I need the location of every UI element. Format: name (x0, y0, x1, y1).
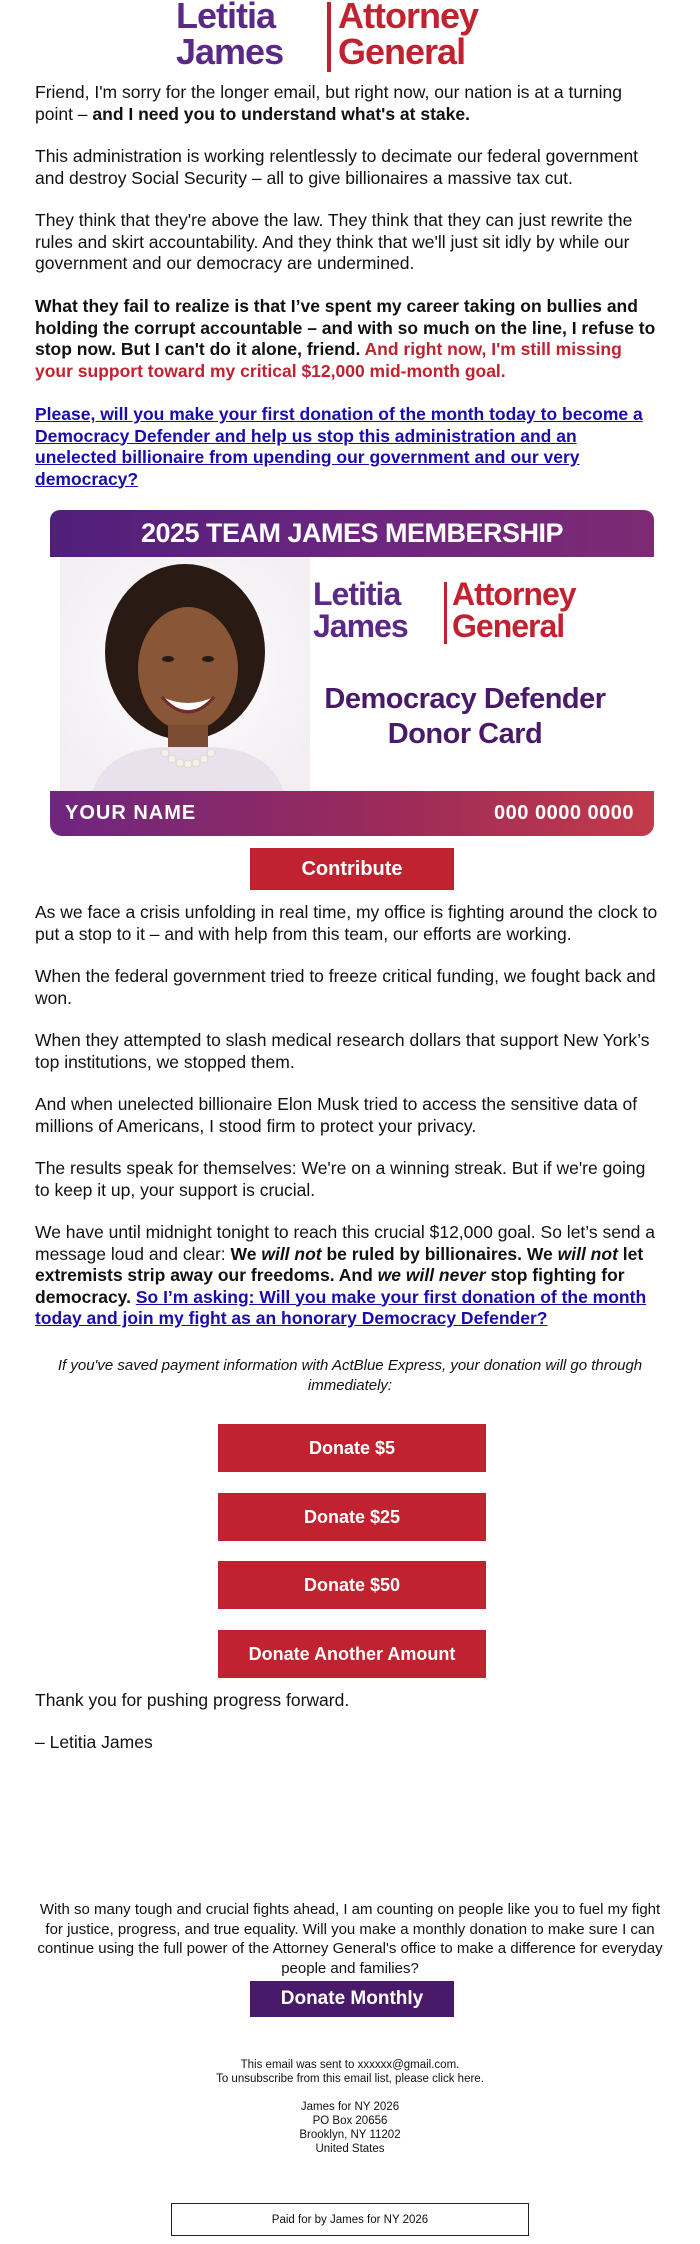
p11-bold-3: let extremists strip away our freedoms. And (35, 1243, 644, 1285)
p11-bold-italic-2: will not (557, 1243, 618, 1264)
logo-title-line1: Attorney (338, 0, 479, 36)
body-paragraph-2: When the federal government tried to freeze critical funding, we fought back and won. (35, 966, 656, 1008)
donate-monthly-button[interactable]: Donate Monthly (250, 1981, 454, 2017)
p11-bold-4: stop fighting for democracy. (35, 1265, 625, 1307)
intro-paragraph-2: This administration is working relentlessly to decimate our federal government and destroy Social Security – all to give billionaires a massive tax cut. (35, 146, 639, 188)
card-holder-name: YOUR NAME (65, 802, 197, 824)
intro-p1-text: Friend, I'm sorry for the longer email, but right now, our nation is at a turning point – (35, 82, 622, 124)
intro-p1-bold: and I need you to understand what's at stake. (92, 103, 470, 124)
card-logo-name (313, 578, 439, 642)
footer-unsubscribe (0, 2072, 700, 2087)
intro-p4-red: And right now, I'm still missing your support toward my critical $12,000 mid-month goal. (35, 339, 622, 381)
logo-title (338, 0, 558, 70)
donor-card-banner[interactable] (50, 510, 654, 836)
donation-link-1[interactable]: Please, will you make your first donation of the month today to become a Democracy Defender and help us stop this administration and an unelected billionaire from upending our government and our very democracy? (35, 404, 643, 489)
logo-title-line2: General (338, 31, 466, 72)
body-paragraph-6 (35, 1222, 663, 1330)
contribute-button[interactable]: Contribute (250, 848, 454, 890)
actblue-express-note: If you've saved payment information with ActBlue Express, your donation will go through immediately: (57, 1357, 643, 1394)
donate-5-button[interactable]: Donate $5 (218, 1424, 486, 1472)
p11-bold-1: We (230, 1243, 262, 1264)
donate-another-amount-button[interactable]: Donate Another Amount (218, 1630, 486, 1678)
donation-link-2[interactable]: So I’m asking: Will you make your first donation of the month today and join my fight as an honorary Democracy Defender? (35, 1286, 647, 1328)
footer-po-box: PO Box 20656 (312, 2115, 388, 2127)
donor-card-title-line1: Democracy Defender (324, 683, 606, 715)
card-logo-name-first: Letitia (313, 576, 401, 612)
p11-bold-2: be ruled by billionaires. We (321, 1243, 558, 1264)
monthly-appeal-text: With so many tough and crucial fights ahead, I am counting on people like you to fuel my fight for justice, progress, and true equality. Will you make a monthly donation to make sure I can continue using the full power of the Attorney General's office to make a difference for everyday people and families? (37, 1901, 663, 1977)
intro-paragraph-1 (35, 82, 663, 125)
paid-for-by-box: Paid for by James for NY 2026 (171, 2203, 529, 2236)
footer-city: Brooklyn, NY 11202 (299, 2129, 401, 2141)
logo-name-last: James (176, 31, 284, 72)
card-logo-title-line1: Attorney (452, 576, 576, 612)
donor-card-title-line2: Donor Card (387, 718, 543, 750)
unsubscribe-link[interactable]: To unsubscribe from this email list, please click here. (216, 2073, 484, 2085)
header-logo (0, 0, 700, 76)
body-paragraph-5: The results speak for themselves: We're on a winning streak. But if we're going to keep it up, your support is crucial. (35, 1158, 646, 1200)
card-number: 000 0000 0000 (494, 802, 634, 824)
body-paragraph-4: And when unelected billionaire Elon Musk tried to access the sensitive data of millions of Americans, I stood firm to protect your privacy. (35, 1094, 638, 1136)
body-paragraph-3: When they attempted to slash medical research dollars that support New York’s top institutions, we stopped them. (35, 1030, 650, 1072)
donate-50-button[interactable]: Donate $50 (218, 1561, 486, 1609)
footer-org: James for NY 2026 (300, 2101, 400, 2113)
card-name-bar (50, 791, 654, 836)
footer-sent-to: This email was sent to xxxxxx@gmail.com. (240, 2059, 460, 2071)
p11-bold-italic-1: will not (261, 1243, 322, 1264)
intro-paragraph-3: They think that they're above the law. They think that they can just rewrite the rules and skirt accountability. And they think that we'll just sit idly by while our government and our democracy are undermined. (35, 210, 633, 273)
portrait-photo (60, 557, 310, 801)
body-paragraph-1: As we face a crisis unfolding in real time, my office is fighting around the clock to put a stop to it – and with help from this team, our efforts are working. (35, 902, 658, 944)
p11-bold-italic-3: we will never (377, 1265, 486, 1285)
intro-p4-bold: What they fail to realize is that I’ve spent my career taking on bullies and holding the corrupt accountable – and with so much on the line, I refuse to stop now. But I can't do it alone, friend. (35, 296, 656, 359)
footer-country: United States (315, 2143, 385, 2155)
card-logo-title-line2: General (452, 608, 565, 644)
intro-paragraph-5 (35, 404, 663, 490)
logo-name-first: Letitia (176, 0, 276, 36)
card-logo-title (452, 578, 652, 642)
donor-card-title (295, 682, 635, 752)
closing-signature: – Letitia James (35, 1732, 153, 1752)
intro-paragraph-4 (35, 296, 663, 382)
membership-banner-title: 2025 TEAM JAMES MEMBERSHIP (50, 510, 654, 557)
p11-text: We have until midnight tonight to reach this crucial $12,000 goal. So let’s send a message loud and clear: (35, 1222, 656, 1264)
card-logo-divider (444, 582, 447, 644)
logo-divider (327, 2, 331, 72)
card-logo-name-last: James (313, 608, 408, 644)
logo-name (176, 0, 322, 70)
closing-thanks: Thank you for pushing progress forward. (35, 1690, 350, 1710)
donate-25-button[interactable]: Donate $25 (218, 1493, 486, 1541)
